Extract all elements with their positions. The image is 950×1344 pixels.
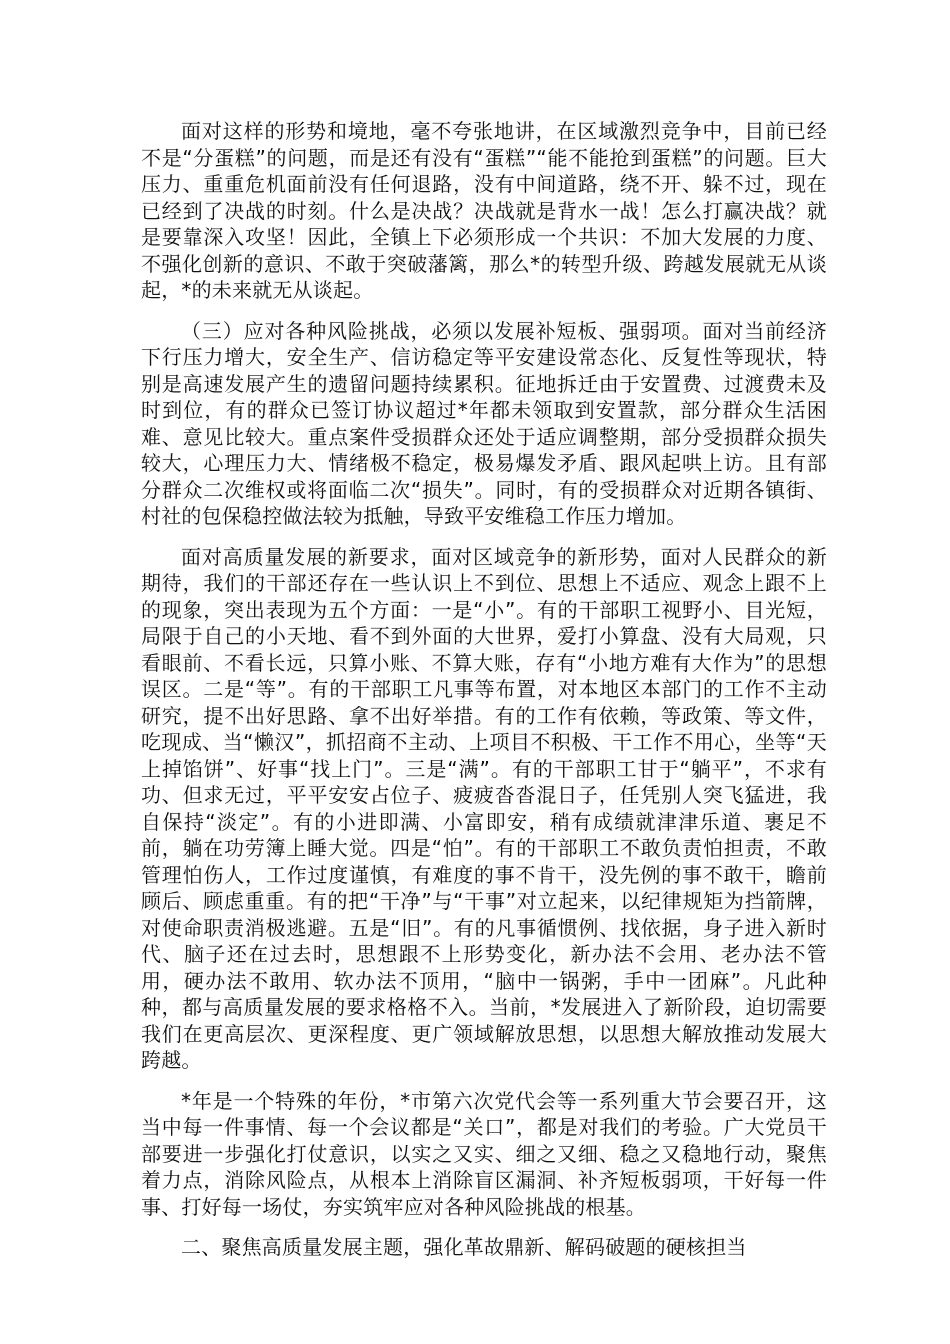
paragraph-risk-challenges: （三）应对各种风险挑战，必须以发展补短板、强弱项。面对当前经济下行压力增大，安全生产、信访稳定等平安建设常态化、反复性等现状，特别是高速发展产生的遗留问题持续累积。征地拆迁由于安置费、过渡费未及时到位，有的群众已签订协议超过*年都未领取到安置款，部分群众生活困难、意见比较大。重点案件受损群众还处于适应调整期，部分受损群众损失较大，心理压力大、情绪极不稳定，极易爆发矛盾、跟风起哄上访。且有部分群众二次维权或将面临二次“损失”。同时，有的受损群众对近期各镇街、村社的包保稳控做法较为抵触，导致平安维稳工作压力增加。 xyxy=(141,318,827,528)
paragraph-cadre-problems: 面对高质量发展的新要求，面对区域竞争的新形势，面对人民群众的新期待，我们的干部还存在一些认识上不到位、思想上不适应、观念上跟不上的现象，突出表现为五个方面：一是“小”。有的干部职工视野小、目光短，局限于自己的小天地、看不到外面的大世界，爱打小算盘、没有大局观，只看眼前、不看长远，只算小账、不算大账，存有“小地方难有大作为”的思想误区。二是“等”。有的干部职工凡事等布置，对本地区本部门的工作不主动研究，提不出好思路、拿不出好举措。有的工作有依赖，等政策、等文件，吃现成、当“懒汉”，抓招商不主动、上项目不积极、干工作不用心，坐等“天上掉馅饼”、好事“找上门”。三是“满”。有的干部职工甘于“躺平”，不求有功、但求无过，平平安安占位子、疲疲沓沓混日子，任凭别人突飞猛进，我自保持“淡定”。有的小进即满、小富即安，稍有成绩就津津乐道、裹足不前，躺在功劳簿上睡大觉。四是“怕”。有的干部职工不敢负责怕担责，不敢管理怕伤人，工作过度谨慎，有难度的事不肯干，没先例的事不敢干，瞻前顾后、顾虑重重。有的把“干净”与“干事”对立起来，以纪律规矩为挡箭牌，对使命职责消极逃避。五是“旧”。有的凡事循惯例、找依据，身子进入新时代、脑子还在过去时，思想跟不上形势变化，新办法不会用、老办法不管用，硬办法不敢用、软办法不顶用，“脑中一锅粥，手中一团麻”。凡此种种，都与高质量发展的要求格格不入。当前，*发展进入了新阶段，迫切需要我们在更高层次、更深程度、更广领域解放思想，以思想大解放推动发展大跨越。 xyxy=(141,544,827,1072)
paragraph-special-year: *年是一个特殊的年份，*市第六次党代会等一系列重大节会要召开，这当中每一件事情、每一个会议都是“关口”，都是对我们的考验。广大党员干部要进一步强化打仗意识，以实之又实、细之又细、稳之又稳地行动，聚焦着力点，消除风险点，从根本上消除盲区漏洞、补齐短板弱项，干好每一件事、打好每一场仗，夯实筑牢应对各种风险挑战的根基。 xyxy=(141,1088,827,1219)
section-heading-two: 二、聚焦高质量发展主题，强化革故鼎新、解码破题的硬核担当 xyxy=(181,1235,747,1259)
document-body xyxy=(141,118,827,1275)
paragraph-situation: 面对这样的形势和境地，毫不夸张地讲，在区域激烈竞争中，目前已经不是“分蛋糕”的问题，而是还有没有“蛋糕”“能不能抢到蛋糕”的问题。巨大压力、重重危机面前没有任何退路，没有中间道路，绕不开、躲不过，现在已经到了决战的时刻。什么是决战？决战就是背水一战！怎么打赢决战？就是要靠深入攻坚！因此，全镇上下必须形成一个共识：不加大发展的力度、不强化创新的意识、不敢于突破藩篱，那么*的转型升级、跨越发展就无从谈起，*的未来就无从谈起。 xyxy=(141,119,827,302)
